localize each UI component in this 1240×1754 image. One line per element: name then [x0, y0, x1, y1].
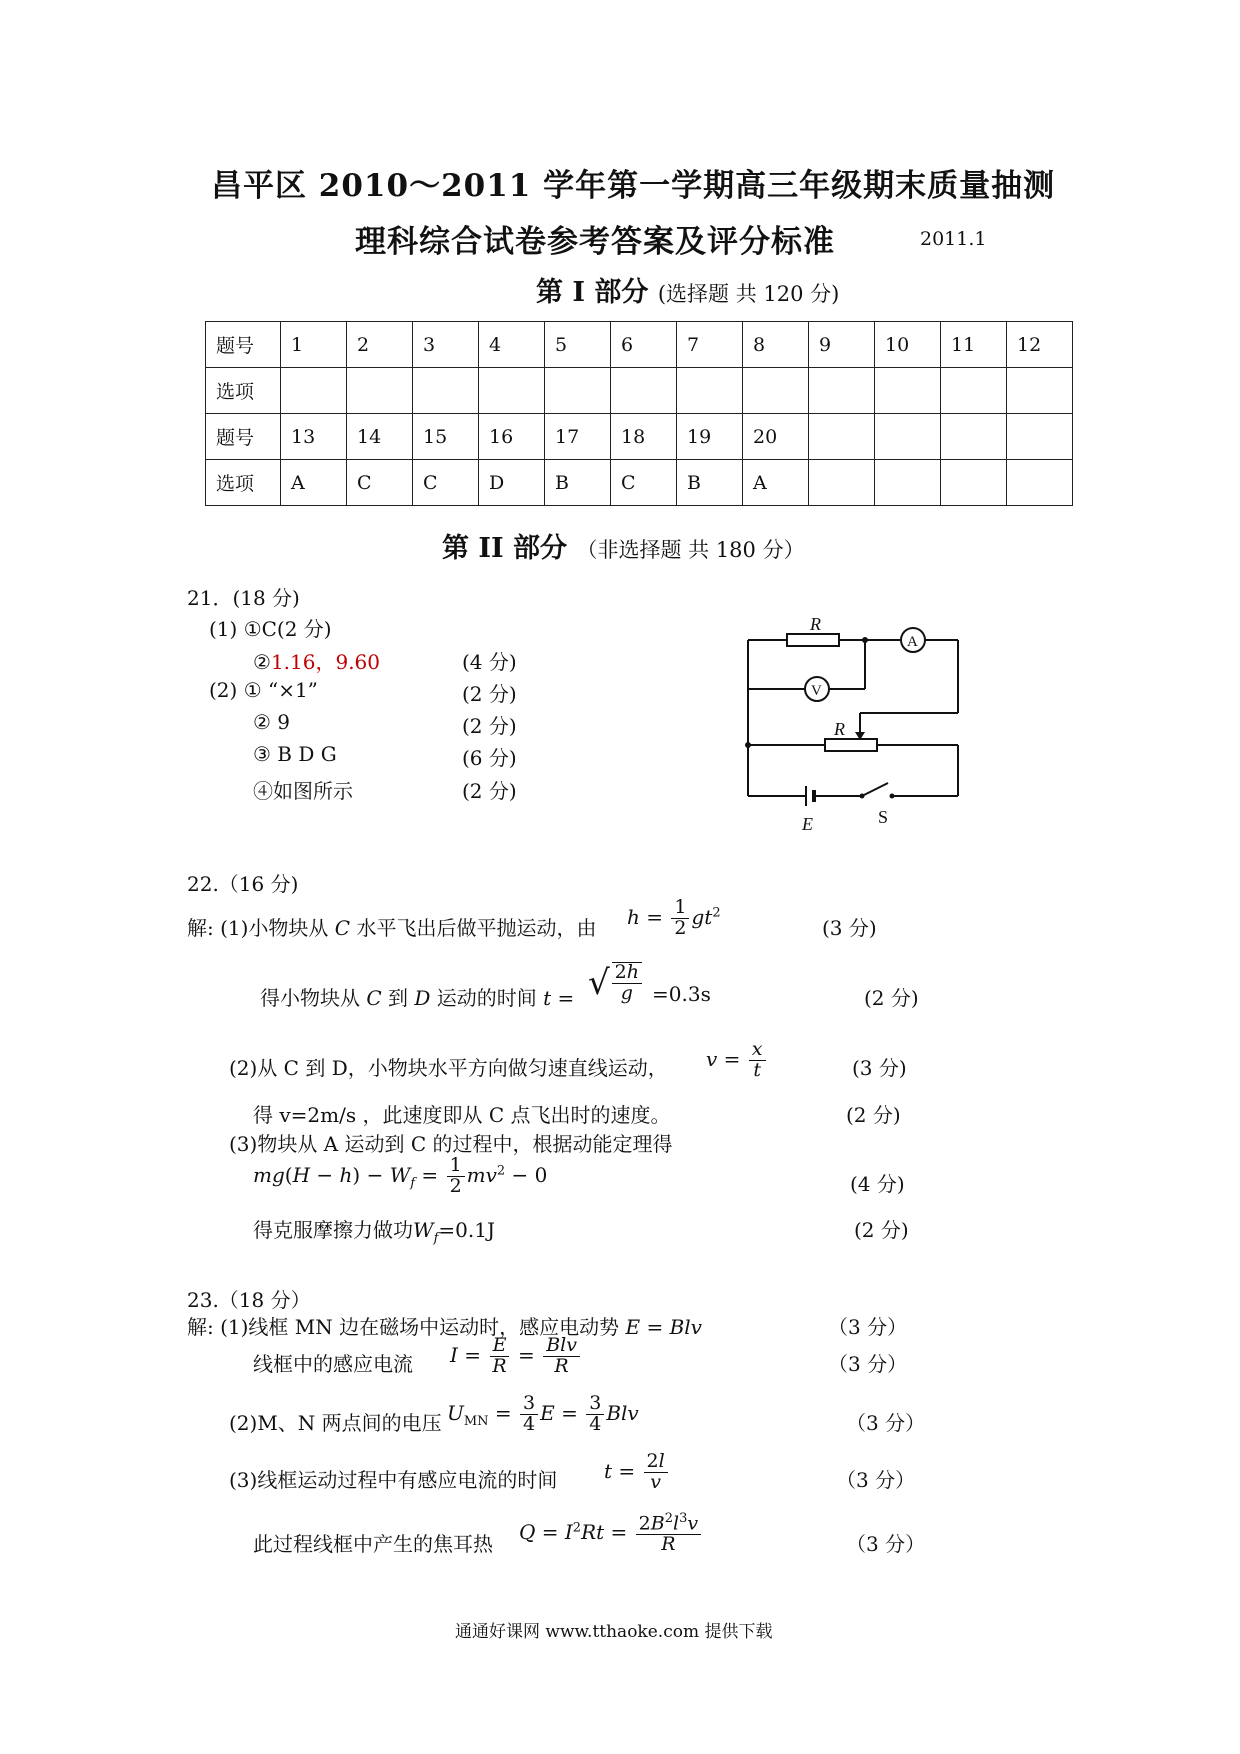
q23-step3-score: （3 分） — [846, 1411, 926, 1435]
q22-formula1: h = $\frac{1}{2}$ $gt^2$ — [627, 896, 721, 939]
table-cell: 3 — [413, 322, 479, 368]
table-cell: 20 — [743, 414, 809, 460]
table-cell: A — [281, 460, 347, 506]
q23-formula4: t = $\frac{2l}{v}$ — [604, 1452, 670, 1493]
q22-step7-value: =0.1J — [438, 1218, 495, 1242]
table-cell: 7 — [677, 322, 743, 368]
row-label: 题号 — [206, 414, 281, 460]
table-row — [206, 322, 1073, 368]
table-cell — [1007, 414, 1073, 460]
ammeter-label: A — [907, 634, 918, 650]
q21-line2-score: (4 分) — [462, 650, 517, 674]
part1-heading — [536, 270, 839, 309]
table-row — [206, 460, 1073, 506]
q22-step1-score: (3 分) — [822, 916, 877, 940]
table-cell — [347, 368, 413, 414]
table-cell — [875, 414, 941, 460]
q22-step2-end: 运动的时间 — [436, 986, 537, 1010]
table-cell: B — [545, 460, 611, 506]
q23-step3: (2)M、N 两点间的电压 — [229, 1411, 442, 1435]
part1-note: (选择题 共 120 分) — [657, 282, 840, 306]
row-label: 选项 — [206, 368, 281, 414]
q22-step1 — [187, 912, 596, 941]
q21-line4-score: (2 分) — [462, 714, 517, 738]
q23-step2-score: （3 分） — [828, 1352, 908, 1376]
table-cell — [1007, 460, 1073, 506]
table-row — [206, 414, 1073, 460]
resistor-label: R — [810, 614, 821, 634]
table-cell — [545, 368, 611, 414]
table-cell: C — [413, 460, 479, 506]
q21-line5: ③ B D G — [253, 742, 337, 766]
table-cell — [677, 368, 743, 414]
q21-line2-answer: 1.16，9.60 — [270, 650, 380, 674]
table-cell: 9 — [809, 322, 875, 368]
q22-step5: (3)物块从 A 运动到 C 的过程中，根据动能定理得 — [229, 1132, 673, 1156]
q21-line1: (1) ①C(2 分) — [209, 617, 332, 641]
q22-step2: 得小物块从 C 到 D 运动的时间 t = — [260, 986, 575, 1010]
page-title-line2: 理科综合试卷参考答案及评分标准 — [355, 224, 835, 260]
table-cell — [809, 414, 875, 460]
q23-step5-score: （3 分） — [846, 1532, 926, 1556]
table-cell: 19 — [677, 414, 743, 460]
rheostat-symbol — [825, 739, 877, 751]
row-label: 选项 — [206, 460, 281, 506]
table-cell — [809, 368, 875, 414]
table-cell — [809, 460, 875, 506]
rheostat-label: R — [834, 719, 845, 739]
table-cell — [941, 368, 1007, 414]
table-cell: 12 — [1007, 322, 1073, 368]
table-cell: 17 — [545, 414, 611, 460]
footer-text: 通通好课网 www.tthaoke.com 提供下载 — [455, 1622, 773, 1642]
q21-line2-num: ② — [253, 650, 271, 674]
q23-step1: 解: (1)线框 MN 边在磁场中运动时，感应电动势 E = Blv — [187, 1315, 702, 1339]
table-cell: C — [611, 460, 677, 506]
table-cell: 11 — [941, 322, 1007, 368]
q21-line3-score: (2 分) — [462, 682, 517, 706]
battery-label: E — [802, 814, 813, 834]
q22-step6-score: (4 分) — [850, 1172, 905, 1196]
table-cell: 16 — [479, 414, 545, 460]
q22-step1-text2: 水平飞出后做平抛运动，由 — [356, 916, 597, 940]
table-cell: B — [677, 460, 743, 506]
table-cell — [875, 460, 941, 506]
q22-step3: (2)从 C 到 D，小物块水平方向做匀速直线运动， — [229, 1056, 668, 1080]
q23-formula5: $Q = I^2Rt$ = $\frac{2B^2l^3v}{R}$ — [519, 1512, 703, 1555]
q22-step2-text: 得小物块从 — [260, 986, 360, 1010]
table-row — [206, 368, 1073, 414]
q23-step4: (3)线框运动过程中有感应电流的时间 — [229, 1468, 558, 1492]
table-cell: 18 — [611, 414, 677, 460]
part1-title: 第 I 部分 — [536, 277, 649, 308]
q22-formula4: $mg(H - h) - W_f$ = $\frac{1}{2}$ $mv^2 - 0$ — [253, 1154, 548, 1197]
q23-step5: 此过程线框中产生的焦耳热 — [253, 1532, 493, 1556]
table-cell: 13 — [281, 414, 347, 460]
q22-step3-score: (3 分) — [852, 1056, 907, 1080]
table-cell — [743, 368, 809, 414]
exam-date: 2011.1 — [920, 228, 987, 250]
table-cell: D — [479, 460, 545, 506]
part2-title: 第 II 部分 — [442, 533, 568, 564]
q22-step7-text: 得克服摩擦力做功 — [253, 1218, 413, 1242]
q23-formula2: I = $\frac{E}{R}$ = $\frac{\text{Blv}}{R}$ — [450, 1336, 582, 1377]
q21-line5-score: (6 分) — [462, 746, 517, 770]
table-cell: C — [347, 460, 413, 506]
q21-line4: ② 9 — [253, 710, 291, 734]
q21-line6: ④如图所示 — [253, 779, 353, 803]
q22-step4-score: (2 分) — [846, 1103, 901, 1127]
table-cell: 10 — [875, 322, 941, 368]
q22-step1-text: 解: (1)小物块从 — [187, 916, 329, 940]
q22-step7-score: (2 分) — [854, 1218, 909, 1242]
q22-formula2: √ $\frac{2h}{g}$ — [588, 962, 644, 1004]
table-cell — [281, 368, 347, 414]
q22-step2-score: (2 分) — [864, 986, 919, 1010]
q23-step2: 线框中的感应电流 — [253, 1352, 413, 1376]
table-cell: A — [743, 460, 809, 506]
table-cell — [941, 460, 1007, 506]
circuit-diagram — [730, 610, 970, 840]
page-title-line1: 昌平区 2010～2011 学年第一学期高三年级期末质量抽测 — [211, 168, 1056, 204]
table-cell: 2 — [347, 322, 413, 368]
answer-table — [205, 321, 1073, 506]
table-cell: 15 — [413, 414, 479, 460]
row-label: 题号 — [206, 322, 281, 368]
table-cell — [479, 368, 545, 414]
table-cell — [875, 368, 941, 414]
resistor-symbol — [787, 634, 839, 646]
q22-formula3: v = $\frac{x}{t}$ — [706, 1040, 768, 1081]
q21-line3: (2) ① “×1” — [209, 678, 318, 702]
part2-note: （非选择题 共 180 分） — [576, 538, 805, 562]
table-cell: 5 — [545, 322, 611, 368]
q21-line6-score: (2 分) — [462, 779, 517, 803]
part2-heading — [442, 526, 805, 565]
switch-label: S — [878, 807, 889, 827]
q21-heading: 21．(18 分) — [187, 586, 300, 610]
q23-formula3: $U_{MN}$ = $\frac{3}{4}$ E = $\frac{3}{4}$ Blv — [447, 1392, 639, 1435]
table-cell — [1007, 368, 1073, 414]
table-cell: 8 — [743, 322, 809, 368]
table-cell: 14 — [347, 414, 413, 460]
table-cell: 1 — [281, 322, 347, 368]
table-cell — [611, 368, 677, 414]
q23-heading: 23.（18 分） — [187, 1288, 311, 1312]
q23-step4-score: （3 分） — [836, 1468, 916, 1492]
q22-step2-mid: 到 — [388, 986, 409, 1010]
q23-step1-text: 解: (1)线框 MN 边在磁场中运动时，感应电动势 — [187, 1315, 620, 1339]
table-cell: 6 — [611, 322, 677, 368]
table-cell — [413, 368, 479, 414]
q22-step1-point: C — [334, 916, 351, 940]
q22-step2-value: =0.3s — [652, 982, 711, 1006]
q22-step4: 得 v=2m/s ，此速度即从 C 点飞出时的速度。 — [253, 1103, 671, 1127]
voltmeter-label: V — [811, 683, 822, 699]
q23-step1-score: （3 分） — [828, 1315, 908, 1339]
q22-step7: 得克服摩擦力做功$W_f=0.1J$ — [253, 1218, 495, 1246]
q21-line2 — [253, 646, 380, 675]
table-cell — [941, 414, 1007, 460]
table-cell: 4 — [479, 322, 545, 368]
q22-heading: 22.（16 分) — [187, 872, 299, 896]
